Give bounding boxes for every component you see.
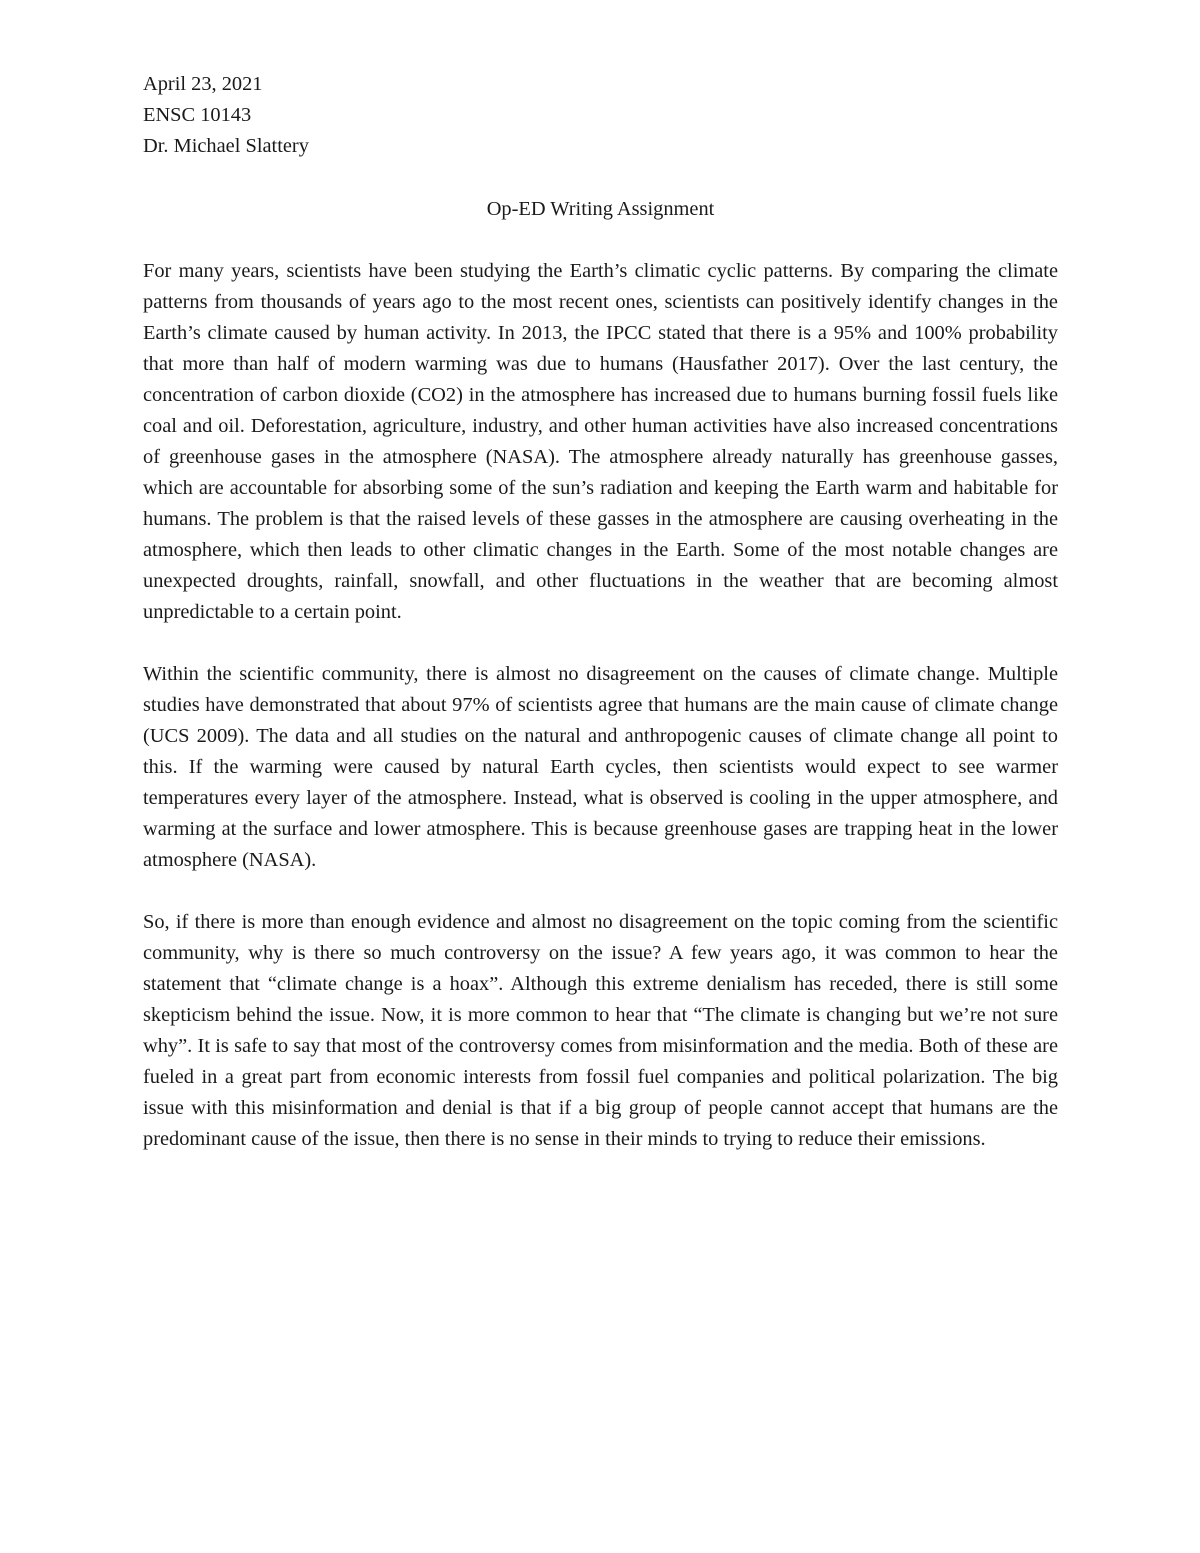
- date-line: April 23, 2021: [143, 73, 263, 95]
- body-text: [143, 256, 1058, 1186]
- instructor-line: Dr. Michael Slattery: [143, 135, 309, 157]
- paragraph-1: For many years, scientists have been studying the Earth’s climatic cyclic patterns. By comparing the climate patterns from thousands of years ago to the most recent ones, scientists can positively identify changes in the Earth’s climate caused by human activity. In 2013, the IPCC stated that there is a 95% and 100% probability that more than half of modern warming was due to humans (Hausfather 2017). Over the last century, the concentration of carbon dioxide (CO2) in the atmosphere has increased due to humans burning fossil fuels like coal and oil. Deforestation, agriculture, industry, and other human activities have also increased concentrations of greenhouse gases in the atmosphere (NASA). The atmosphere already naturally has greenhouse gasses, which are accountable for absorbing some of the sun’s radiation and keeping the Earth warm and habitable for humans. The problem is that the raised levels of these gasses in the atmosphere are causing overheating in the atmosphere, which then leads to other climatic changes in the Earth. Some of the most notable changes are unexpected droughts, rainfall, snowfall, and other fluctuations in the weather that are becoming almost unpredictable to a certain point.: [143, 260, 1058, 623]
- header-block: [143, 69, 1063, 162]
- paragraph-3: So, if there is more than enough evidence and almost no disagreement on the topic coming from the scientific community, why is there so much controversy on the issue? A few years ago, it was common to hear the statement that “climate change is a hoax”. Although this extreme denialism has receded, there is still some skepticism behind the issue. Now, it is more common to hear that “The climate is changing but we’re not sure why”. It is safe to say that most of the controversy comes from misinformation and the media. Both of these are fueled in a great part from economic interests from fossil fuel companies and political polarization. The big issue with this misinformation and denial is that if a big group of people cannot accept that humans are the predominant cause of the issue, then there is no sense in their minds to trying to reduce their emissions.: [143, 911, 1058, 1150]
- document-title: Op-ED Writing Assignment: [486, 198, 715, 220]
- course-line: ENSC 10143: [143, 104, 252, 126]
- paragraph-2: Within the scientific community, there is almost no disagreement on the causes of climate change. Multiple studies have demonstrated that about 97% of scientists agree that humans are the main cause of climate change (UCS 2009). The data and all studies on the natural and anthropogenic causes of climate change all point to this. If the warming were caused by natural Earth cycles, then scientists would expect to see warmer temperatures every layer of the atmosphere. Instead, what is observed is cooling in the upper atmosphere, and warming at the surface and lower atmosphere. This is because greenhouse gases are trapping heat in the lower atmosphere (NASA).: [143, 663, 1058, 871]
